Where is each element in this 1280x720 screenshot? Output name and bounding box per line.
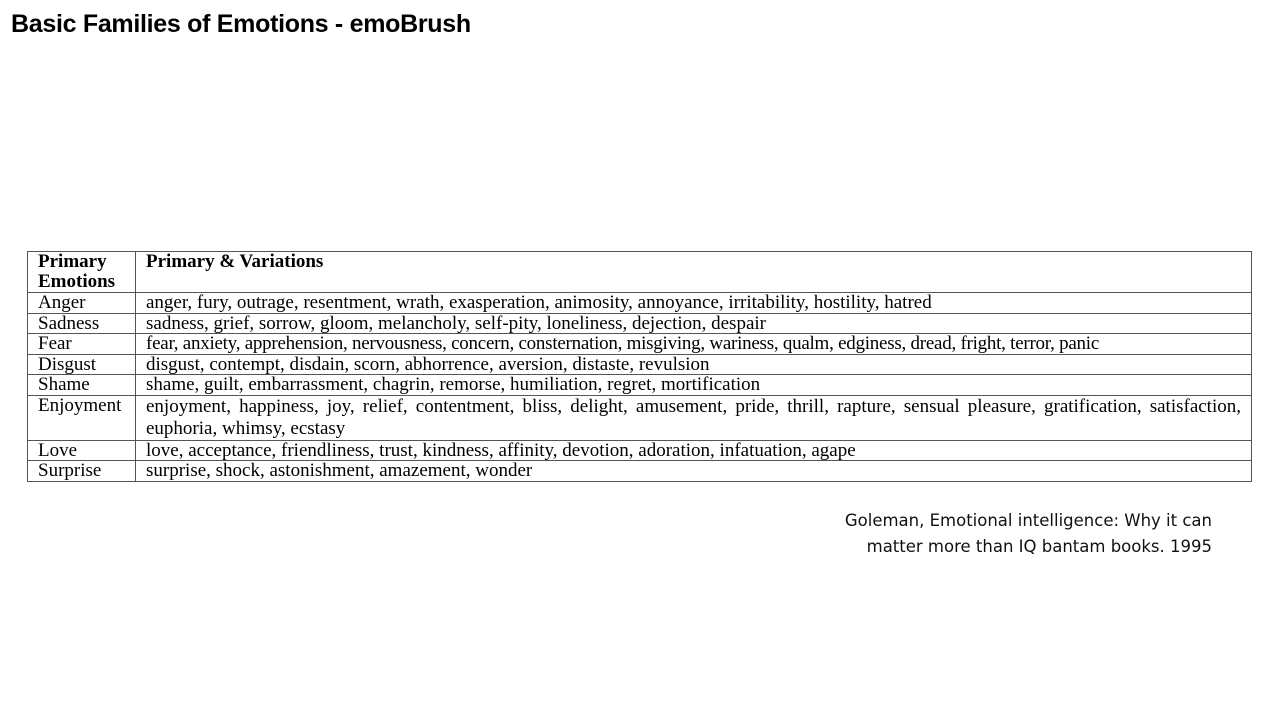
primary-emotion-cell: Love — [28, 440, 136, 461]
variations-cell: sadness, grief, sorrow, gloom, melancholy, self-pity, loneliness, dejection, despair — [136, 313, 1252, 334]
primary-emotion-cell: Sadness — [28, 313, 136, 334]
primary-emotion-cell: Shame — [28, 375, 136, 396]
table-row — [28, 395, 1252, 440]
variations-cell: love, acceptance, friendliness, trust, kindness, affinity, devotion, adoration, infatuation, agape — [136, 440, 1252, 461]
primary-emotion-cell: Anger — [28, 293, 136, 314]
table-row — [28, 293, 1252, 314]
emotions-table-container — [27, 251, 1252, 482]
table-header-row — [28, 252, 1252, 293]
variations-cell: surprise, shock, astonishment, amazement, wonder — [136, 461, 1252, 482]
table-row — [28, 440, 1252, 461]
variations-cell: anger, fury, outrage, resentment, wrath, exasperation, animosity, annoyance, irritability, hostility, hatred — [136, 293, 1252, 314]
table-row — [28, 354, 1252, 375]
column-header-primary-emotions — [28, 252, 136, 293]
citation-line: matter more than IQ bantam books. 1995 — [866, 537, 1212, 556]
column-header-primary-variations: Primary & Variations — [136, 252, 1252, 293]
primary-emotion-cell: Fear — [28, 334, 136, 355]
citation — [845, 508, 1212, 560]
primary-emotion-cell: Surprise — [28, 461, 136, 482]
column-header-line: Emotions — [38, 270, 116, 292]
table-row — [28, 334, 1252, 355]
slide-title: Basic Families of Emotions - emoBrush — [11, 10, 471, 38]
column-header-line: Primary — [38, 251, 107, 272]
table-row — [28, 461, 1252, 482]
citation-line: Goleman, Emotional intelligence: Why it can — [844, 511, 1212, 530]
primary-emotion-cell: Disgust — [28, 354, 136, 375]
table-row — [28, 375, 1252, 396]
variations-cell: fear, anxiety, apprehension, nervousness, concern, consternation, misgiving, wariness, qualm, edginess, dread, fright, terror, panic — [136, 334, 1252, 355]
variations-cell: disgust, contempt, disdain, scorn, abhorrence, aversion, distaste, revulsion — [136, 354, 1252, 375]
variations-cell: shame, guilt, embarrassment, chagrin, remorse, humiliation, regret, mortification — [136, 375, 1252, 396]
primary-emotion-cell: Enjoyment — [28, 395, 136, 440]
variations-cell: enjoyment, happiness, joy, relief, contentment, bliss, delight, amusement, pride, thrill, rapture, sensual pleasure, gratification, satisfaction, euphoria, whimsy, ecstasy — [136, 395, 1252, 440]
emotions-table — [27, 251, 1252, 482]
table-row — [28, 313, 1252, 334]
